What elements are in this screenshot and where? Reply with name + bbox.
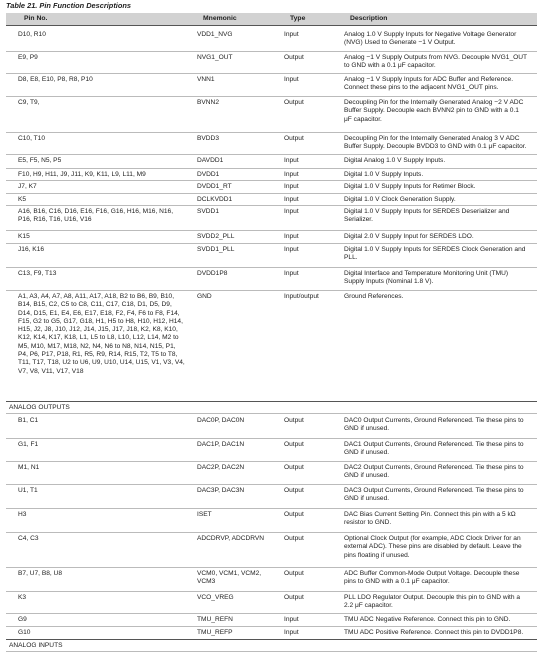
type-cell: Input [284, 183, 299, 190]
description-cell: DAC Bias Current Setting Pin. Connect this pin with a 5 kΩ resistor to GND. [344, 511, 516, 527]
pin-number-cell: D8, E8, E10, P8, R8, P10 [18, 76, 93, 83]
row-divider [6, 461, 537, 462]
description-cell: DAC0 Output Currents, Ground Referenced. Tie these pins to GND if unused. [344, 417, 524, 433]
type-cell: Output [284, 464, 304, 471]
mnemonic-cell: NVG1_OUT [197, 54, 233, 61]
type-cell: Output [284, 99, 304, 106]
row-divider [6, 438, 537, 439]
description-cell: DAC3 Output Currents, Ground Referenced. Tie these pins to GND if unused. [344, 487, 524, 503]
pin-number-cell: U1, T1 [18, 487, 38, 494]
section-rule [6, 401, 537, 402]
mnemonic-cell: SVDD1_PLL [197, 246, 235, 253]
mnemonic-cell: DAVDD1 [197, 157, 224, 164]
description-cell: Decoupling Pin for the Internally Generated Analog 3 V ADC Buffer Supply. Decouple BVDD3 to GND with 0.1 μF capacitor. [344, 135, 527, 151]
type-cell: Output [284, 594, 304, 601]
row-divider [6, 243, 537, 244]
pin-number-cell: C13, F9, T13 [18, 270, 57, 277]
pin-number-cell: K15 [18, 233, 30, 240]
section-rule [6, 639, 537, 640]
description-cell: Digital Interface and Temperature Monitoring Unit (TMU) Supply Inputs (Nominal 1.8 V). [344, 270, 509, 286]
row-divider [6, 290, 537, 291]
section-underline [6, 413, 537, 414]
type-cell: Output [284, 135, 304, 142]
mnemonic-cell: VCM0, VCM1, VCM2, VCM3 [197, 570, 262, 586]
description-cell: Analog 1.0 V Supply Inputs for Negative Voltage Generator (NVG) Used to Generate −1 V Output. [344, 31, 517, 47]
type-cell: Input [284, 233, 299, 240]
header-rule [6, 25, 537, 26]
row-divider [6, 508, 537, 509]
type-cell: Output [284, 511, 304, 518]
pin-number-cell: F10, H9, H11, J9, J11, K9, K11, L9, L11, M9 [18, 171, 146, 178]
pin-number-cell: A1, A3, A4, A7, A8, A11, A17, A18, B2 to B6, B9, B10, B14, B15, C2, C5 to C8, C11, C17, C18, D1, D5, D9, D14, D15, E1, E4, E6, E17, E18, F2, F4, F6 to F8, F14, F15, G2 to G5, G17, G18, H1, H5 to H8, H10, H12, H14, H15, J2, J8, J10, J12, J14, J15, J17, J18, K2, K8, K10, K12, K14, K17, K18, L1, L5 to L8, L10, L12, L14, M2 to M5, M10, M17, M18, N2, N4, N6 to N8, N14, N15, P1, P4, P6, P17, P18, R1, R5, R9, R14, R15, T2, T5 to T8, T11, T17, T18, U2 to U6, U9, U10, U14, U15, V1, V3, V4, V7, V8, V11, V17, V18 [18, 293, 185, 375]
type-cell: Input [284, 208, 299, 215]
pin-number-cell: H3 [18, 511, 27, 518]
description-cell: Analog −1 V Supply Outputs from NVG. Decouple NVG1_OUT to GND with a 0.1 μF capacitor. [344, 54, 528, 70]
row-divider [6, 168, 537, 169]
type-cell: Output [284, 417, 304, 424]
description-cell: TMU ADC Negative Reference. Connect this pin to GND. [344, 616, 511, 623]
description-cell: Digital 2.0 V Supply Input for SERDES LDO. [344, 233, 474, 240]
mnemonic-cell: DCLKVDD1 [197, 196, 233, 203]
row-divider [6, 613, 537, 614]
row-divider [6, 626, 537, 627]
description-cell: Digital 1.0 V Supply Inputs for SERDES Clock Generation and PLL. [344, 246, 526, 262]
section-heading: ANALOG INPUTS [9, 642, 63, 649]
pin-number-cell: J7, K7 [18, 183, 37, 190]
description-cell: DAC1 Output Currents, Ground Referenced. Tie these pins to GND if unused. [344, 441, 524, 457]
mnemonic-cell: VDD1_NVG [197, 31, 233, 38]
pin-number-cell: C10, T10 [18, 135, 46, 142]
mnemonic-cell: TMU_REFP [197, 629, 233, 636]
pin-number-cell: G10 [18, 629, 31, 636]
header-description: Description [350, 15, 388, 22]
section-heading: ANALOG OUTPUTS [9, 404, 70, 411]
header-type: Type [290, 15, 306, 22]
mnemonic-cell: DVDD1 [197, 171, 220, 178]
row-divider [6, 51, 537, 52]
description-cell: Digital 1.0 V Clock Generation Supply. [344, 196, 456, 203]
type-cell: Input [284, 31, 299, 38]
mnemonic-cell: DAC0P, DAC0N [197, 417, 245, 424]
row-divider [6, 230, 537, 231]
row-divider [6, 484, 537, 485]
type-cell: Output [284, 54, 304, 61]
row-divider [6, 591, 537, 592]
pin-number-cell: A16, B16, C16, D16, E16, F16, G16, H16, M16, N16, P16, R16, T16, U16, V16 [18, 208, 174, 224]
pin-number-cell: B7, U7, B8, U8 [18, 570, 62, 577]
type-cell: Output [284, 570, 304, 577]
type-cell: Input [284, 616, 299, 623]
mnemonic-cell: VNN1 [197, 76, 215, 83]
mnemonic-cell: SVDD1 [197, 208, 219, 215]
header-pin-no: Pin No. [24, 15, 48, 22]
row-divider [6, 193, 537, 194]
description-cell: ADC Buffer Common-Mode Output Voltage. Decouple these pins to GND with a 0.1 μF capacitor. [344, 570, 520, 586]
description-cell: Digital 1.0 V Supply Inputs. [344, 171, 424, 178]
table-title: Table 21. Pin Function Descriptions [6, 1, 131, 10]
pin-number-cell: G1, F1 [18, 441, 39, 448]
pin-number-cell: K5 [18, 196, 27, 203]
mnemonic-cell: DVDD1_RT [197, 183, 232, 190]
type-cell: Input [284, 270, 299, 277]
description-cell: Optional Clock Output (for example, ADC Clock Driver for an external ADC). These pins are disabled by default. Leave the pins floating if unused. [344, 535, 522, 559]
mnemonic-cell: DAC2P, DAC2N [197, 464, 245, 471]
mnemonic-cell: DAC1P, DAC1N [197, 441, 245, 448]
mnemonic-cell: DVDD1P8 [197, 270, 228, 277]
type-cell: Output [284, 535, 304, 542]
pin-number-cell: M1, N1 [18, 464, 40, 471]
description-cell: Ground References. [344, 293, 404, 300]
description-cell: Digital Analog 1.0 V Supply Inputs. [344, 157, 446, 164]
type-cell: Input [284, 76, 299, 83]
mnemonic-cell: DAC3P, DAC3N [197, 487, 245, 494]
pin-number-cell: C4, C3 [18, 535, 39, 542]
mnemonic-cell: BVNN2 [197, 99, 219, 106]
pin-number-cell: E9, P9 [18, 54, 38, 61]
row-divider [6, 154, 537, 155]
pin-number-cell: K3 [18, 594, 27, 601]
mnemonic-cell: VCO_VREG [197, 594, 234, 601]
mnemonic-cell: BVDD3 [197, 135, 219, 142]
type-cell: Input [284, 157, 299, 164]
description-cell: Decoupling Pin for the Internally Generated Analog −2 V ADC Buffer Supply. Decouple each BVNN2 pin to GND with a 0.1 μF capacitor. [344, 99, 524, 123]
type-cell: Input [284, 246, 299, 253]
row-divider [6, 205, 537, 206]
mnemonic-cell: TMU_REFN [197, 616, 233, 623]
type-cell: Input [284, 196, 299, 203]
type-cell: Output [284, 487, 304, 494]
row-divider [6, 132, 537, 133]
description-cell: Digital 1.0 V Supply Inputs for Retimer Block. [344, 183, 476, 190]
row-divider [6, 532, 537, 533]
row-divider [6, 267, 537, 268]
row-divider [6, 73, 537, 74]
pin-number-cell: G9 [18, 616, 27, 623]
row-divider [6, 180, 537, 181]
pin-number-cell: D10, R10 [18, 31, 46, 38]
description-cell: PLL LDO Regulator Output. Decouple this pin to GND with a 2.2 μF capacitor. [344, 594, 521, 610]
type-cell: Output [284, 441, 304, 448]
description-cell: Digital 1.0 V Supply Inputs for SERDES Deserializer and Serializer. [344, 208, 510, 224]
pin-number-cell: E5, F5, N5, P5 [18, 157, 62, 164]
row-divider [6, 96, 537, 97]
table-header [6, 13, 537, 25]
description-cell: Analog −1 V Supply Inputs for ADC Buffer and Reference. Connect these pins to the adjacent NVG1_OUT pins. [344, 76, 514, 92]
description-cell: TMU ADC Positive Reference. Connect this pin to DVDD1P8. [344, 629, 524, 636]
pin-number-cell: J16, K16 [18, 246, 45, 253]
header-mnemonic: Mnemonic [203, 15, 237, 22]
mnemonic-cell: ADCDRVP, ADCDRVN [197, 535, 265, 542]
mnemonic-cell: ISET [197, 511, 212, 518]
type-cell: Input/output [284, 293, 319, 300]
mnemonic-cell: GND [197, 293, 212, 300]
mnemonic-cell: SVDD2_PLL [197, 233, 235, 240]
row-divider [6, 567, 537, 568]
description-cell: DAC2 Output Currents, Ground Referenced. Tie these pins to GND if unused. [344, 464, 524, 480]
type-cell: Input [284, 629, 299, 636]
pin-number-cell: B1, C1 [18, 417, 39, 424]
pin-number-cell: C9, T9, [18, 99, 40, 106]
type-cell: Input [284, 171, 299, 178]
